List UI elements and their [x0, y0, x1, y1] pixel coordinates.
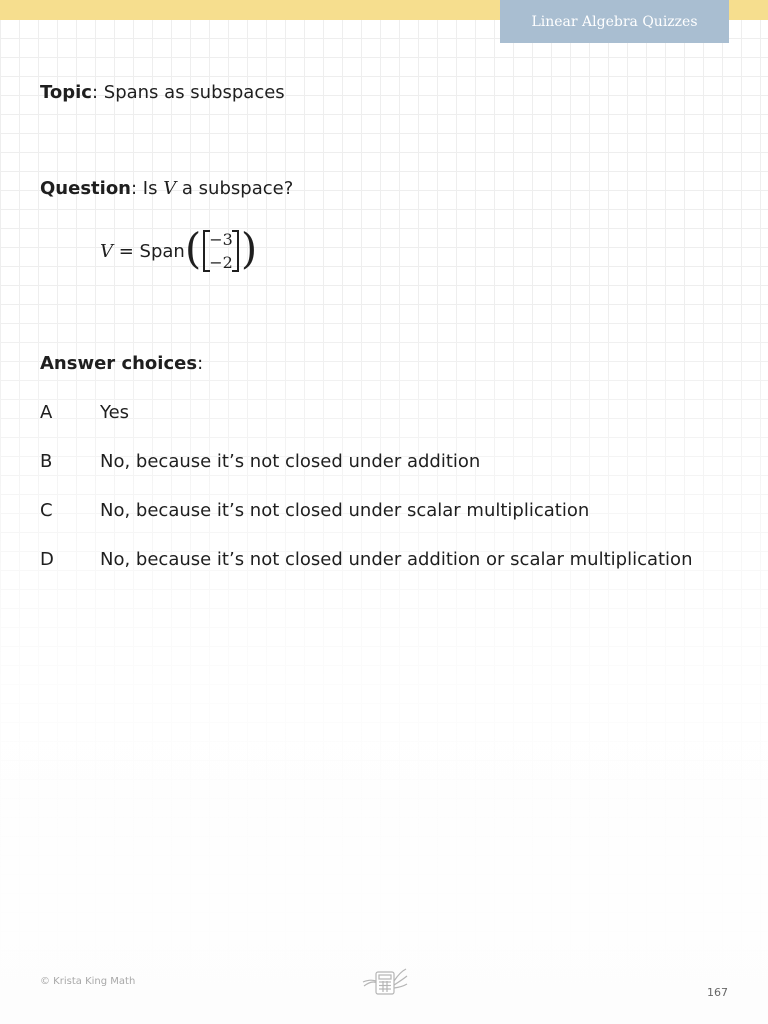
answer-heading-colon: :: [197, 353, 204, 374]
choice-text: No, because it’s not closed under scalar multiplication: [100, 500, 590, 521]
choice-letter: D: [40, 549, 54, 570]
right-paren: ): [240, 224, 258, 273]
column-vector: [203, 228, 239, 274]
choice-text: No, because it’s not closed under addition: [100, 451, 481, 472]
question-line: [40, 178, 293, 199]
calculator-logo-icon: [360, 966, 410, 996]
choice-letter: B: [40, 451, 53, 472]
question-label: Question: [40, 178, 131, 199]
page-number: 167: [707, 986, 728, 999]
header-tab: [500, 0, 729, 43]
answer-heading: [40, 353, 203, 374]
question-text-before: : Is: [131, 178, 164, 199]
vector-entry: −3: [209, 230, 233, 249]
span-equation: [100, 224, 257, 278]
topic-line: [40, 82, 285, 103]
question-variable: V: [163, 178, 177, 199]
copyright-text: © Krista King Math: [40, 976, 136, 987]
equation-function: Span: [139, 240, 185, 262]
equation-equals: =: [113, 240, 140, 262]
left-paren: (: [184, 224, 202, 273]
header-title: Linear Algebra Quizzes: [531, 13, 698, 30]
equation-variable: V: [100, 240, 113, 262]
topic-label: Topic: [40, 82, 92, 103]
choice-text: Yes: [100, 402, 130, 423]
choice-letter: C: [40, 500, 53, 521]
choice-text: No, because it’s not closed under addition or scalar multiplication: [100, 549, 693, 570]
question-text-after: a subspace?: [176, 178, 294, 199]
choice-letter: A: [40, 402, 53, 423]
vector-entry: −2: [209, 253, 233, 272]
topic-value: : Spans as subspaces: [91, 82, 285, 103]
answer-heading-label: Answer choices: [40, 353, 198, 374]
